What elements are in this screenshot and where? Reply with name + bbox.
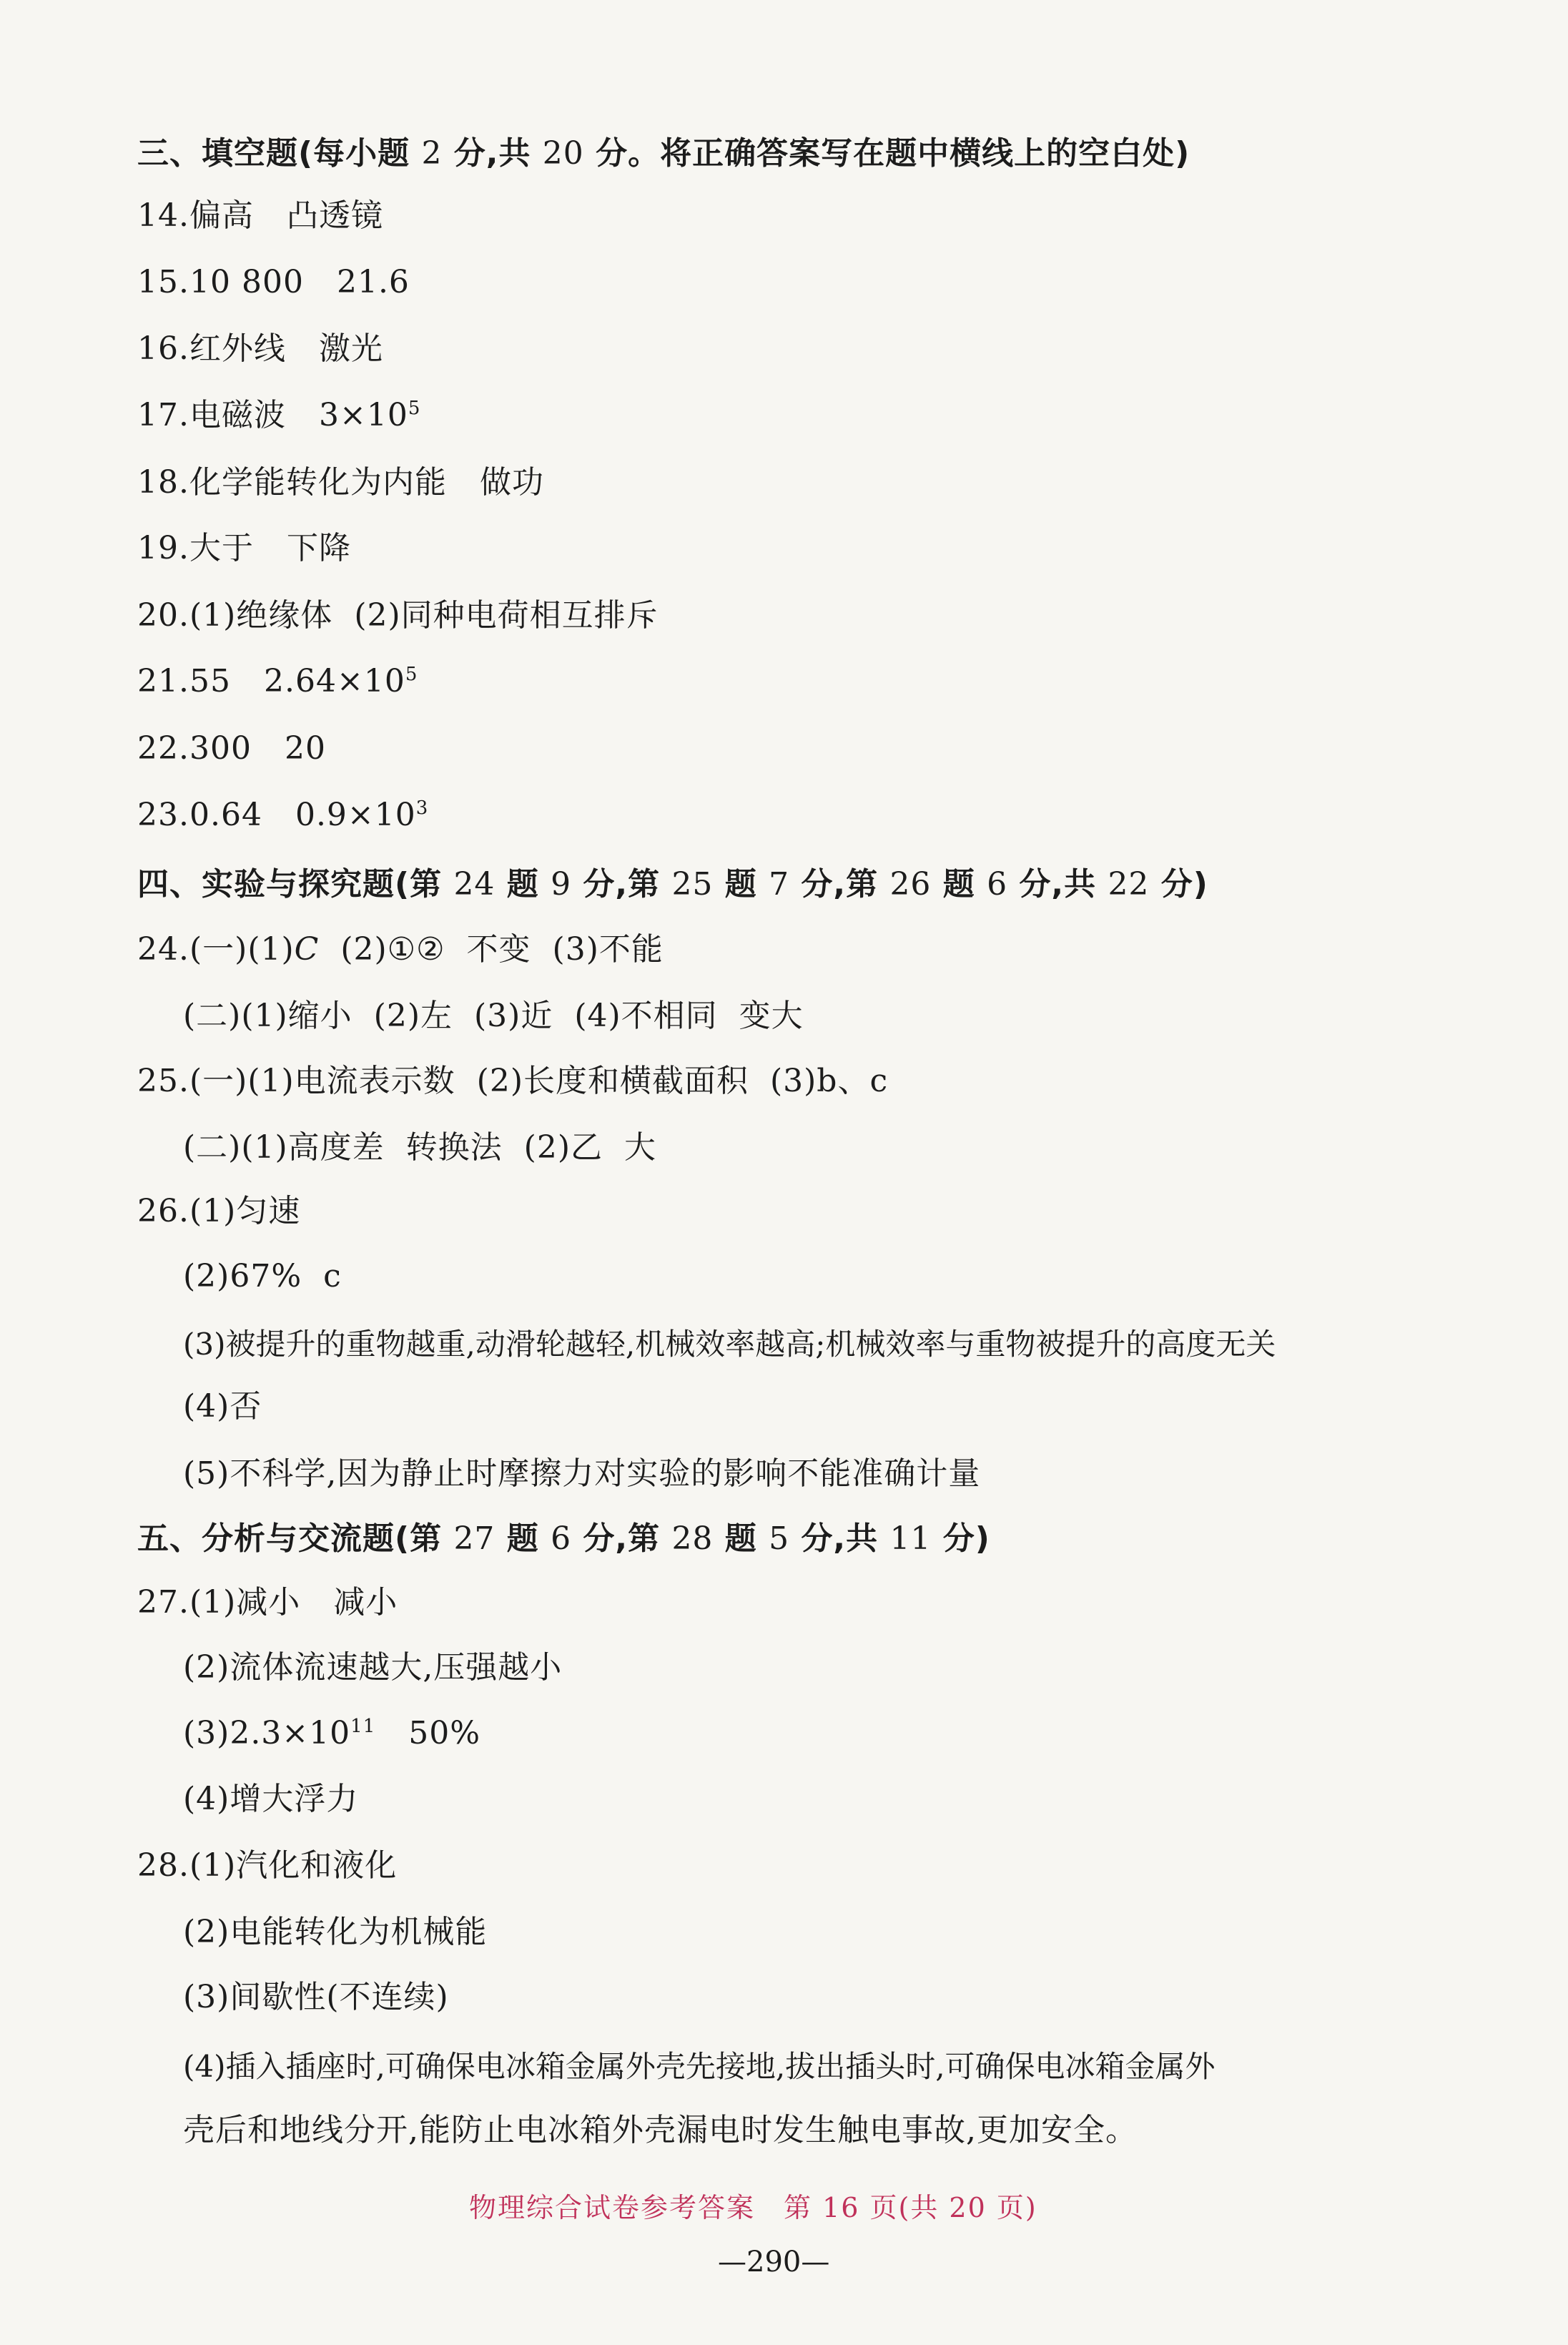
question-number: 18. — [137, 464, 189, 501]
answer-text: 做功 — [479, 464, 544, 501]
question-ref: 27 — [453, 1520, 495, 1557]
answer-26-part-3 — [183, 1323, 1276, 1366]
section-3-heading — [137, 132, 1190, 175]
question-ref: 25 — [671, 866, 714, 903]
answer-text: c — [323, 1258, 342, 1294]
answer-text: (2)乙 — [523, 1129, 603, 1166]
question-number: 20. — [137, 597, 189, 634]
answer-26-part-2 — [183, 1255, 342, 1298]
answer-26-part-1 — [137, 1190, 300, 1233]
section-3-points-total: 20 — [542, 135, 584, 172]
question-number: 16. — [137, 330, 189, 367]
section-4-heading-part: 题 — [713, 866, 769, 903]
section-5-heading-part: 分) — [931, 1520, 990, 1557]
section-3-heading-part: 分,共 — [442, 135, 543, 172]
answer-25-part-2 — [183, 1126, 656, 1169]
answer-text: 50% — [408, 1715, 481, 1751]
answer-28-part-4 — [183, 2045, 1216, 2088]
answer-23 — [137, 794, 428, 841]
answer-text: (1)匀速 — [189, 1193, 301, 1229]
answer-22 — [137, 727, 326, 770]
answer-text: 红外线 — [189, 330, 286, 367]
question-ref: 24 — [453, 866, 495, 903]
answer-27-part-3 — [183, 1712, 480, 1759]
answer-27-part-1 — [137, 1581, 398, 1624]
answer-text: 20 — [284, 730, 326, 767]
page-number: —290— — [718, 2246, 830, 2278]
answer-28-part-5 — [183, 2109, 1138, 2152]
answer-text: 偏高 — [189, 197, 254, 234]
exponent: 5 — [408, 398, 421, 419]
answer-26-part-4 — [183, 1385, 262, 1428]
answer-text: 10 800 — [189, 264, 304, 300]
page-footer: 物理综合试卷参考答案 第 16 页(共 20 页) — [469, 2192, 1037, 2223]
answer-14 — [137, 195, 383, 237]
section-4-heading-part: 分,第 — [789, 866, 890, 903]
answer-text: 不变 — [466, 931, 531, 968]
exponent: 3 — [415, 797, 429, 819]
question-number: 22. — [137, 730, 189, 767]
answer-text: (二)(1)高度差 — [183, 1129, 385, 1166]
answer-text: 转换法 — [405, 1129, 503, 1166]
answer-text: 3×10 — [318, 397, 408, 433]
question-number: 23. — [137, 797, 189, 833]
answer-17 — [137, 394, 420, 441]
answer-text: (3)b、c — [769, 1063, 889, 1099]
answer-text: (4)不相同 — [574, 998, 718, 1034]
answer-text: (5)不科学,因为静止时摩擦力对实验的影响不能准确计量 — [183, 1455, 981, 1492]
answer-text: (3)近 — [474, 998, 553, 1034]
answer-text: 300 — [189, 730, 252, 767]
section-4-heading-part: 题 — [495, 866, 551, 903]
points: 9 — [551, 866, 572, 903]
question-number: 19. — [137, 530, 189, 566]
answer-text: (4)插入插座时,可确保电冰箱金属外壳先接地,拔出插头时,可确保电冰箱金属外 — [183, 2049, 1216, 2084]
answer-text: C — [294, 931, 320, 968]
section-4-heading-part: 分,第 — [571, 866, 672, 903]
answer-28-part-3 — [183, 1976, 449, 2019]
answer-27-part-2 — [183, 1646, 562, 1689]
answer-text: 壳后和地线分开,能防止电冰箱外壳漏电时发生触电事故,更加安全。 — [183, 2112, 1138, 2148]
exponent: 5 — [405, 664, 418, 685]
section-4-heading — [137, 863, 1208, 906]
section-5-heading-part: 题 — [495, 1520, 551, 1557]
section-4-heading-part: 分,共 — [1007, 866, 1108, 903]
section-5-heading-part: 题 — [713, 1520, 769, 1557]
answer-15 — [137, 261, 410, 304]
answer-text: (一)(1) — [189, 931, 295, 968]
section-3-heading-part: 三、填空题(每小题 — [137, 135, 422, 172]
points: 7 — [769, 866, 790, 903]
section-5-heading-part: 五、分析与交流题(第 — [137, 1520, 454, 1557]
answer-26-part-5 — [183, 1452, 980, 1495]
question-number: 15. — [137, 264, 189, 300]
points: 6 — [551, 1520, 572, 1557]
question-number: 14. — [137, 197, 189, 234]
section-5-heading-part: 分,共 — [789, 1520, 890, 1557]
answer-19 — [137, 527, 351, 570]
section-4-heading-part: 分) — [1149, 866, 1208, 903]
answer-text: (2)左 — [373, 998, 453, 1034]
answer-text: (二)(1)缩小 — [183, 998, 352, 1034]
answer-text: 2.64×10 — [263, 663, 405, 699]
answer-28-part-1 — [137, 1844, 397, 1887]
answer-text: (1)汽化和液化 — [189, 1847, 398, 1884]
section-4-heading-part: 四、实验与探究题(第 — [137, 866, 454, 903]
answer-24-part-1 — [137, 928, 664, 971]
answer-21 — [137, 660, 418, 707]
answer-text: (2)流体流速越大,压强越小 — [183, 1649, 563, 1686]
section-5-heading-part: 分,第 — [571, 1520, 672, 1557]
question-number: 21. — [137, 663, 189, 699]
section-3-points-each: 2 — [421, 135, 443, 172]
answer-text: (1)减小 — [189, 1584, 301, 1621]
section-4-heading-part: 题 — [931, 866, 987, 903]
question-number: 27. — [137, 1584, 189, 1621]
question-number: 17. — [137, 397, 189, 433]
question-ref: 28 — [671, 1520, 714, 1557]
section-3-heading-part: 分。将正确答案写在题中横线上的空白处) — [583, 135, 1190, 172]
answer-16 — [137, 328, 383, 370]
answer-text: 化学能转化为内能 — [189, 464, 447, 501]
answer-24-part-2 — [183, 995, 804, 1038]
answer-text: 0.64 — [189, 797, 262, 833]
points-total: 11 — [889, 1520, 932, 1557]
answer-text: (3)2.3×10 — [183, 1715, 351, 1751]
question-number: 28. — [137, 1847, 189, 1884]
answer-28-part-2 — [183, 1911, 487, 1954]
answer-text: (1)绝缘体 — [189, 597, 333, 634]
answer-27-part-4 — [183, 1778, 358, 1821]
answer-text: (3)被提升的重物越重,动滑轮越轻,机械效率越高;机械效率与重物被提升的高度无关 — [183, 1327, 1276, 1362]
answer-text: (2)同种电荷相互排斥 — [354, 597, 659, 634]
answer-text: 21.6 — [336, 264, 410, 300]
answer-25-part-1 — [137, 1060, 888, 1103]
answer-text: (2)①② — [340, 931, 445, 968]
answer-text: 激光 — [318, 330, 383, 367]
answer-text: (2)67% — [183, 1258, 302, 1294]
answer-text: 减小 — [333, 1584, 398, 1621]
points-total: 22 — [1108, 866, 1150, 903]
answer-text: (3)间歇性(不连续) — [183, 1979, 449, 2015]
answer-text: (4)增大浮力 — [183, 1781, 359, 1817]
answer-text: (2)长度和横截面积 — [476, 1063, 749, 1099]
answer-text: 变大 — [739, 998, 804, 1034]
points: 5 — [769, 1520, 790, 1557]
answer-text: (4)否 — [183, 1388, 262, 1425]
answer-18 — [137, 461, 544, 504]
section-5-heading — [137, 1518, 990, 1560]
answer-text: 大 — [624, 1129, 656, 1166]
answer-text: 凸透镜 — [286, 197, 383, 234]
answer-text: (2)电能转化为机械能 — [183, 1914, 488, 1950]
answer-text: 0.9×10 — [295, 797, 416, 833]
answer-text: (3)不能 — [552, 931, 664, 968]
answer-text: 下降 — [286, 530, 351, 566]
question-number: 26. — [137, 1193, 189, 1229]
answer-20 — [137, 594, 659, 637]
question-ref: 26 — [889, 866, 932, 903]
points: 6 — [987, 866, 1008, 903]
question-number: 25. — [137, 1063, 189, 1099]
answer-text: 大于 — [189, 530, 254, 566]
answer-text: 55 — [189, 663, 231, 699]
exponent: 11 — [350, 1716, 376, 1737]
answer-text: (一)(1)电流表示数 — [189, 1063, 455, 1099]
answer-text: 电磁波 — [189, 397, 286, 433]
question-number: 24. — [137, 931, 189, 968]
